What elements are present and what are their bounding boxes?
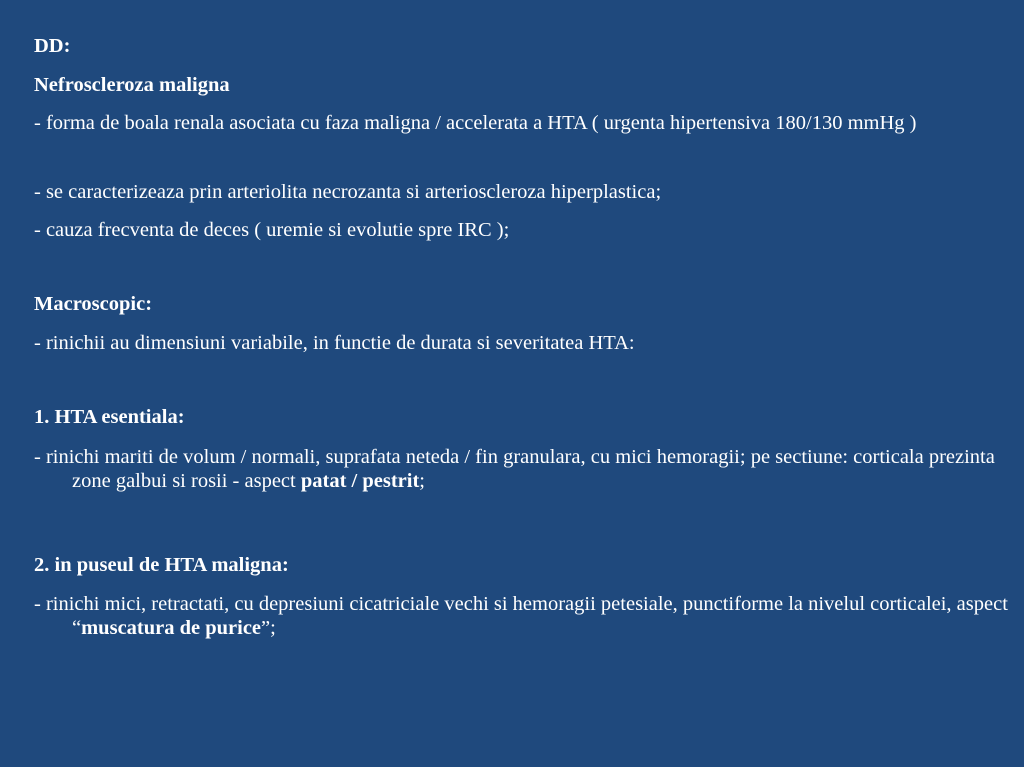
hta-maligna-description (34, 592, 1009, 640)
nefro-bullet-3: - cauza frecventa de deces ( uremie si evolutie spre IRC ); (34, 219, 510, 241)
hta2-emphasis: muscatura de purice (81, 617, 262, 639)
macro-bullet: - rinichii au dimensiuni variabile, in functie de durata si severitatea HTA: (34, 332, 635, 354)
hta1-text-end: ; (419, 470, 425, 492)
heading-macroscopic: Macroscopic: (34, 293, 153, 315)
nefro-bullet-1: - forma de boala renala asociata cu faza maligna / accelerata a HTA ( urgenta hipertensiva 180/130 mmHg ) (34, 112, 917, 134)
hta2-text: - rinichi mici, retractati, cu depresiuni cicatriciale vechi si hemoragii petesiale, punctiforme la nivelul corticalei, aspect “ (34, 593, 1008, 639)
heading-nefroscleroza: Nefroscleroza maligna (34, 74, 230, 96)
hta1-text: - rinichi mariti de volum / normali, suprafata neteda / fin granulara, cu mici hemoragii; pe sectiune: corticala prezinta zone galbui si rosii - aspect (34, 446, 995, 492)
nefro-bullet-2: - se caracterizeaza prin arteriolita necrozanta si arterioscleroza hiperplastica; (34, 181, 662, 203)
hta1-emphasis: patat / pestrit (300, 470, 420, 492)
heading-hta-esentiala: 1. HTA esentiala: (34, 406, 185, 428)
hta-esentiala-description (34, 445, 1009, 493)
hta2-text-end: ”; (261, 617, 276, 639)
heading-hta-maligna: 2. in puseul de HTA maligna: (34, 554, 289, 576)
heading-dd: DD: (34, 35, 71, 57)
